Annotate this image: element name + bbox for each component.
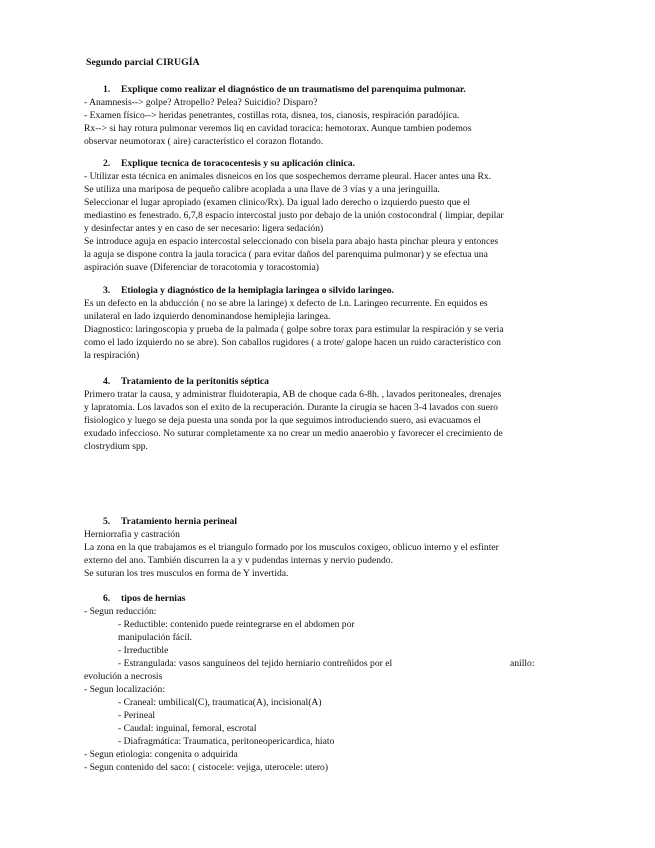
list-item: - Craneal: umbilical(C), traumatica(A), incisional(A) — [118, 697, 322, 708]
list-item: - Segun etiologia: congenita o adquirida — [84, 749, 238, 760]
text-line: clostrydium spp. — [84, 441, 148, 452]
section-title: Explique tecnica de toracocentesis y su aplicación clinica. — [121, 158, 355, 169]
section-number: 6. — [103, 593, 111, 604]
list-item: - Irreductible — [118, 645, 169, 656]
text-line: Seleccionar el lugar apropiado (examen clinico/Rx). Da igual lado derecho o izquierdo puesto que el — [84, 197, 471, 208]
text-line: - Anamnesis--> golpe? Atropello? Pelea? Suicidio? Disparo? — [84, 97, 318, 108]
text-line: la aguja se dispone contra la jaula toracica ( para evitar daños del parenquima pulmonar) y se efectua una — [84, 249, 488, 260]
list-item: - Caudal: inguinal, femoral, escrotal — [118, 723, 257, 734]
section-heading — [103, 593, 186, 605]
section-title: tipos de hernias — [121, 593, 186, 604]
text-line: aspiración suave (Diferenciar de toracotomia y toracostomia) — [84, 262, 319, 273]
section-heading — [103, 285, 394, 297]
text-line: la respiración) — [84, 350, 140, 361]
list-item: - Segun contenido del saco: ( cistocele: vejiga, uterocele: utero) — [84, 762, 329, 773]
section-heading — [103, 158, 355, 170]
section-heading — [103, 84, 466, 96]
text-line: fisiologico y luego se deja puesta una sonda por la que seguimos introduciendo suero, asi evacuamos el — [84, 415, 481, 426]
text-line: Diagnostico: laringoscopia y prueba de la palmada ( golpe sobre torax para estimular la respiración y se veria — [84, 324, 504, 335]
section-number: 3. — [103, 285, 111, 296]
section-number: 4. — [103, 376, 111, 387]
document-title: Segundo parcial CIRUGÍA — [86, 57, 200, 68]
text-line: Primero tratar la causa, y administrar fluidoterapia, AB de choque cada 6-8h. , lavados peritoneales, drenajes — [84, 389, 502, 400]
list-item: anillo: — [510, 658, 535, 669]
section-title: Etiologia y diagnóstico de la hemiplagia laringea o silvido laringeo. — [121, 285, 394, 296]
text-line: Herniorrafia y castración — [84, 529, 180, 540]
text-line: - Utilizar esta técnica en animales disneicos en los que sospechemos derrame pleural. Hacer antes una Rx. — [84, 171, 492, 182]
list-item: - Segun localización: — [84, 684, 165, 695]
text-line: Rx--> si hay rotura pulmonar veremos liq en cavidad toracica: hemotorax. Aunque tambien podemos — [84, 123, 472, 134]
text-line: observar neumotorax ( aire) característico el corazon flotando. — [84, 136, 324, 147]
list-item: - Diafragmática: Traumatica, peritoneopericardica, hiato — [118, 736, 335, 747]
section-number: 1. — [103, 84, 111, 95]
text-line: Se introduce aguja en espacio intercostal seleccionado con bisela para abajo hasta pinchar pleura y entonces — [84, 236, 499, 247]
list-item: - Estrangulada: vasos sanguíneos del tejido herniario contreñidos por el — [118, 658, 393, 669]
text-line: y lapratomia. Los lavados son el exito de la recuperación. Durante la cirugia se hacen 3-4 lavados con suero — [84, 402, 498, 413]
text-line: como el lado izquierdo no se abre). Son caballos rugidores ( a trote/ galope hacen un ruido característico con — [84, 337, 501, 348]
list-item: - Reductible: contenido puede reintegrarse en el abdomen por — [118, 619, 355, 630]
section-heading — [103, 376, 269, 388]
text-line: exudado infeccioso. No suturar completamente xa no crear un medio anaerobio y favorecer el crecimiento de — [84, 428, 503, 439]
list-item: manipulación fácil. — [118, 632, 193, 643]
text-line: La zona en la que trabajamos es el triangulo formado por los musculos coxigeo, oblicuo interno y el esfinter — [84, 542, 499, 553]
text-line: y desinfectar antes y en caso de ser necesario: ligera sedación) — [84, 223, 324, 234]
text-line: - Examen físico--> heridas penetrantes, costillas rota, disnea, tos, cianosis, respiración paradójica. — [84, 110, 460, 121]
section-title: Tratamiento de la peritonitis séptica — [121, 376, 269, 387]
list-item: evolución a necrosis — [84, 671, 163, 682]
text-line: Es un defecto en la abducción ( no se abre la laringe) x defecto de l.n. Laringeo recurrente. En equidos es — [84, 298, 488, 309]
section-number: 5. — [103, 516, 111, 527]
list-item: - Segun reducción: — [84, 606, 157, 617]
text-line: Se utiliza una mariposa de pequeño calibre acoplada a una llave de 3 vías y a una jeringuilla. — [84, 184, 440, 195]
list-item: - Perineal — [118, 710, 156, 721]
section-title: Explique como realizar el diagnóstico de un traumatismo del parenquima pulmonar. — [121, 84, 466, 95]
text-line: mediastino es fenestrado. 6,7,8 espacio intercostal justo por debajo de la unión costocondral ( limpiar, depilar — [84, 210, 504, 221]
text-line: unilateral en lado izquierdo denominandose hemiplejia laringea. — [84, 311, 331, 322]
section-title: Tratamiento hernia perineal — [121, 516, 237, 527]
section-heading — [103, 516, 237, 528]
section-number: 2. — [103, 158, 111, 169]
text-line: externo del ano. También discurren la a y v pudendas internas y nervio pudendo. — [84, 555, 393, 566]
text-line: Se suturan los tres musculos en forma de Y invertida. — [84, 568, 289, 579]
